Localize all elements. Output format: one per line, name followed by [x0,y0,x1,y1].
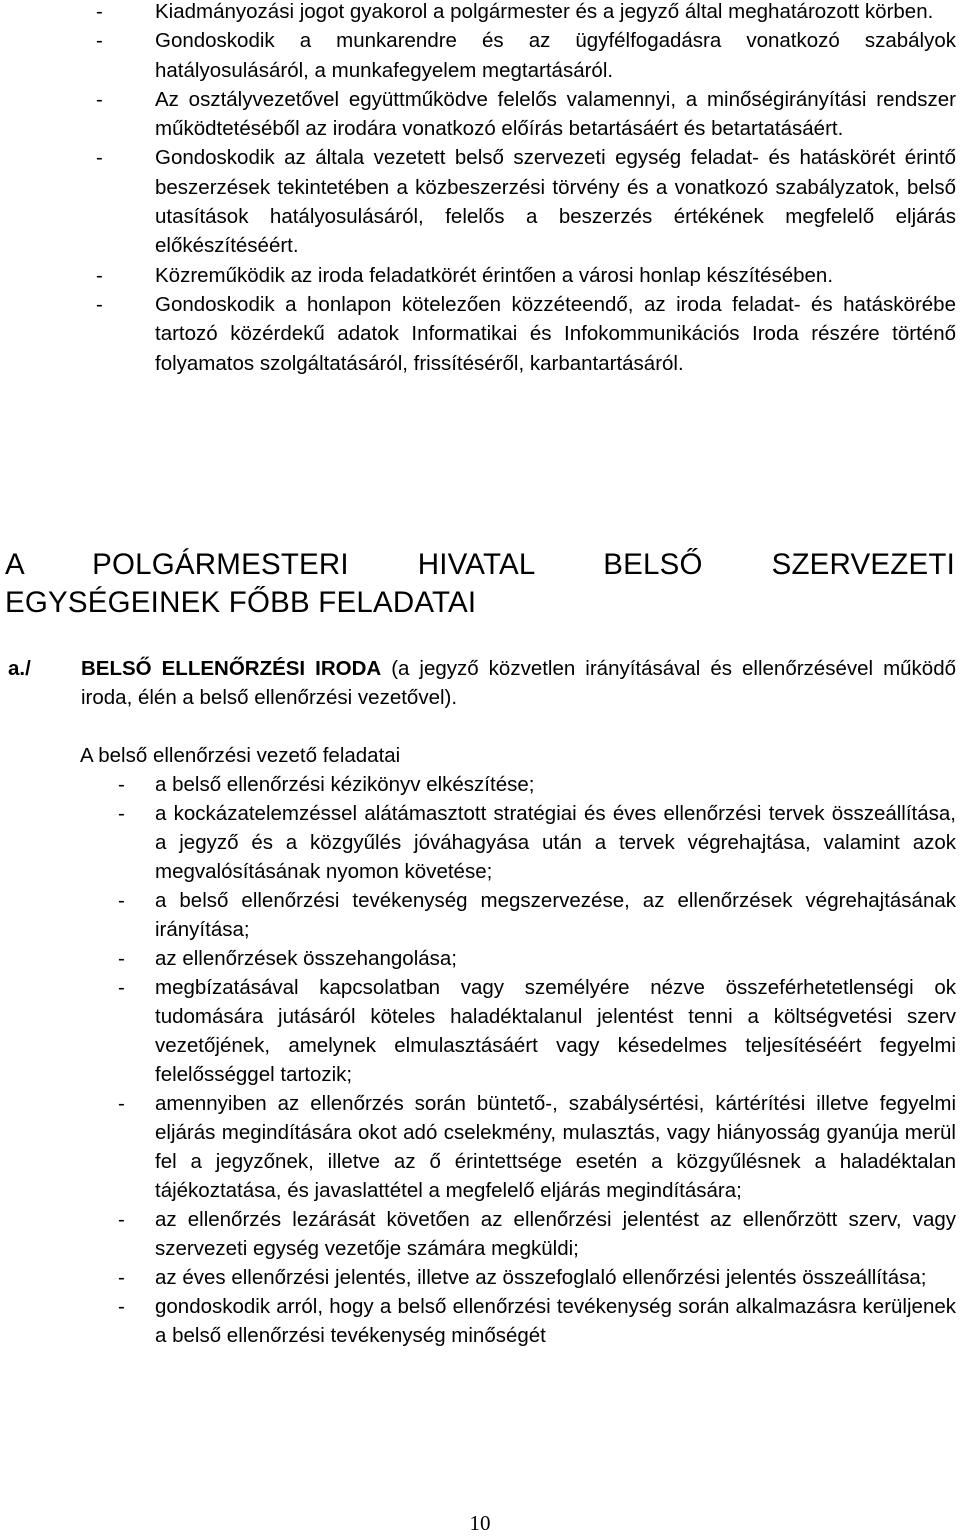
list-item [0,26,956,85]
list-item-text: Gondoskodik az általa vezetett belső szervezeti egység feladat- és hatáskörét érintő beszerzések tekintetében a közbeszerzési törvény és a vonatkozó szabályzatok, belső utasítások hatályosulásáról, felelős a beszerzés értékének megfelelő eljárás előkészítéséért. [155,146,956,258]
list-item-text: Kiadmányozási jogot gyakorol a polgármester és a jegyző által meghatározott körben. [155,0,934,23]
list-item [0,1205,956,1263]
list-item-text: gondoskodik arról, hogy a belső ellenőrzési tevékenység során alkalmazásra kerüljenek a belső ellenőrzési tevékenység minőségét [155,1295,956,1347]
list-item-text: az éves ellenőrzési jelentés, illetve az összefoglaló ellenőrzési jelentés összeállítása; [155,1266,927,1289]
office-entry [8,654,956,712]
list-dash: - [118,773,125,796]
list-dash: - [118,1266,125,1289]
list-item [0,944,956,973]
list-dash: - [118,1208,125,1231]
list-item-text: amennyiben az ellenőrzés során büntető-, szabálysértési, kártérítési illetve fegyelmi eljárás megindítására okot adó cselekmény, mulasztás, vagy hiányosság gyanúja merül fel a jegyzőnek, illetve az ő érintettsége esetén a közgyűlésnek a haladéktalan tájékoztatása, és javaslattétel a megfelelő eljárás megindítására; [155,1092,956,1202]
list-dash: - [96,292,103,316]
list-item [0,1263,956,1292]
list-item-text: az ellenőrzés lezárását követően az ellenőrzési jelentést az ellenőrzött szerv, vagy szervezeti egység vezetője számára megküldi; [155,1208,956,1260]
list-item [0,1089,956,1205]
list-item-text: Gondoskodik a munkarendre és az ügyfélfogadásra vonatkozó szabályok hatályosulásáról, a munkafegyelem megtartásáról. [155,29,956,82]
list-dash: - [118,889,125,912]
list-item [0,886,956,944]
list-item-text: a belső ellenőrzési tevékenység megszervezése, az ellenőrzések végrehajtásának irányítása; [155,889,956,941]
list-dash: - [96,146,103,170]
list-dash: - [118,1295,125,1318]
list-dash: - [118,947,125,970]
office-body [81,654,956,712]
section-heading [5,546,955,622]
list-item-text: megbízatásával kapcsolatban vagy személyére nézve összeférhetetlenségi ok tudomására jutásáról köteles haladéktalanul jelentést tenni a költségvetési szerv vezetőjének, amelynek elmulasztásáért vagy késedelmes teljesítéséért fegyelmi felelősséggel tartozik; [155,976,956,1086]
list-dash: - [118,976,125,999]
list-item [0,290,956,378]
list-item-text: az ellenőrzések összehangolása; [155,947,457,970]
list-item-text: Közreműködik az iroda feladatkörét érintően a városi honlap készítésében. [155,263,834,287]
list-item [0,770,956,799]
office-marker: a./ [8,657,31,680]
list-item [0,0,956,26]
duties-list [0,770,956,1350]
page-number: 10 [469,1511,491,1535]
responsibilities-list [0,0,956,378]
list-item [0,85,956,144]
list-item [0,799,956,886]
section-heading-line-2: EGYSÉGEINEK FŐBB FELADATAI [5,586,477,619]
list-dash: - [118,802,125,825]
list-item-text: Gondoskodik a honlapon kötelezően közzéteendő, az iroda feladat- és hatáskörébe tartozó közérdekű adatok Informatikai és Infokommunikációs Iroda részére történő folyamatos szolgáltatásáról, frissítéséről, karbantartásáról. [155,292,956,375]
list-dash: - [96,29,103,53]
office-name: BELSŐ ELLENŐRZÉSI IRODA [81,657,382,680]
list-item [0,143,956,260]
office-description: (a jegyző közvetlen irányításával és ellenőrzésével működő iroda, élén a belső ellenőrzési vezetővel). [81,657,956,709]
list-item-text: a kockázatelemzéssel alátámasztott stratégiai és éves ellenőrzési tervek összeállítása, a jegyző és a közgyűlés jóváhagyása után a tervek végrehajtása, valamint azok megvalósításának nyomon követése; [155,802,956,883]
list-item [0,973,956,1089]
section-heading-line-1: A POLGÁRMESTERI HIVATAL BELSŐ SZERVEZETI [5,548,955,581]
list-item-text: Az osztályvezetővel együttműködve felelős valamennyi, a minőségirányítási rendszer működtetéséből az irodára vonatkozó előírás betartásáért és betartatásáért. [155,87,956,141]
list-item [0,261,956,290]
list-dash: - [96,87,103,111]
list-dash: - [96,0,103,23]
list-dash: - [118,1092,125,1115]
duties-title: A belső ellenőrzési vezető feladatai [80,744,401,767]
list-item [0,1292,956,1350]
list-item-text: a belső ellenőrzési kézikönyv elkészítése; [155,773,535,796]
list-dash: - [96,263,103,287]
